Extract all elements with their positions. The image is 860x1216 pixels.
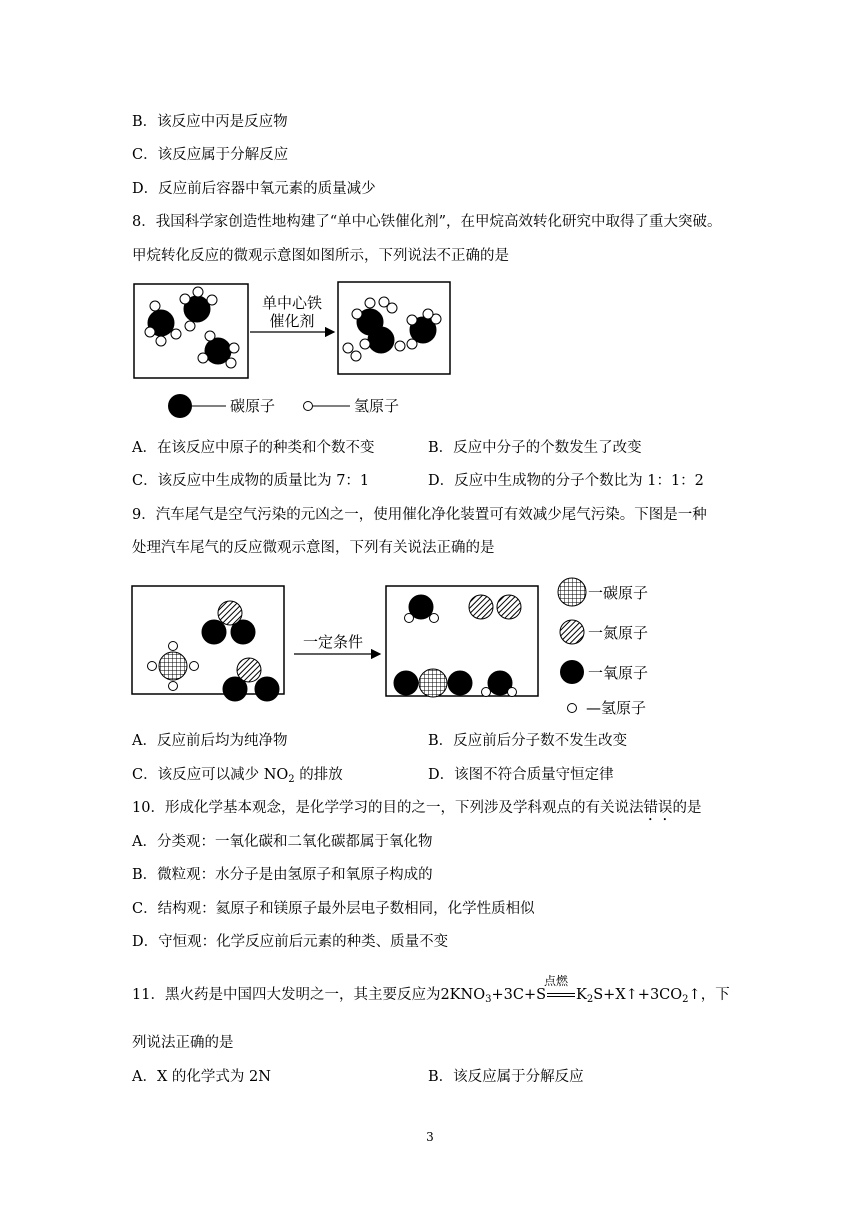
q8-stem-line1: 8．我国科学家创造性地构建了“单中心铁催化剂”，在甲烷高效转化研究中取得了重大突破。 — [132, 214, 722, 230]
q9-condition-label: 一定条件 — [302, 633, 364, 651]
page-number: 3 — [426, 1130, 434, 1144]
q9-legend-hydrogen-label: —氢原子 — [586, 699, 647, 717]
q11-equation-condition: 点燃 — [546, 985, 576, 1005]
q11-equation: $2KNO_3+3C+S$ 点燃 $K_2S+X↑+3CO_2↑$，下 — [440, 974, 730, 1005]
q9-option-c: C．该反应可以减少 $NO_2$ 的排放 — [132, 767, 343, 785]
q10-option-c: C．结构观：氦原子和镁原子最外层电子数相同，化学性质相似 — [132, 901, 535, 917]
q7-option-b: B．该反应中丙是反应物 — [132, 114, 288, 130]
q8-legend-carbon-label: 碳原子 — [230, 397, 276, 415]
q7-option-c: C．该反应属于分解反应 — [132, 147, 289, 163]
q9-option-a: A．反应前后均为纯净物 — [132, 733, 288, 749]
q10-emphasis-word: 错误 — [643, 800, 673, 816]
q9-stem-line2: 处理汽车尾气的反应微观示意图，下列有关说法正确的是 — [132, 540, 495, 556]
q9-legend-nitrogen-label: 一氮原子 — [588, 624, 649, 642]
q8-catalyst-label-1: 单中心铁 — [261, 294, 323, 312]
q9-exhaust-diagram — [128, 570, 668, 720]
q10-option-b: B．微粒观：水分子是由氢原子和氧原子构成的 — [132, 867, 433, 883]
q11-option-a: A．X 的化学式为 2N — [132, 1069, 271, 1085]
q8-option-d: D．反应中生成物的分子个数比为 1：1：2 — [428, 473, 704, 489]
q8-option-c: C．该反应中生成物的质量比为 7：1 — [132, 473, 370, 489]
q8-legend-hydrogen-label: 氢原子 — [354, 397, 400, 415]
q9-co2-molecule — [394, 669, 472, 697]
q9-option-b: B．反应前后分子数不发生改变 — [428, 733, 628, 749]
q9-stem-line1: 9．汽车尾气是空气污染的元凶之一，使用催化净化装置可有效减少尾气污染。下图是一种 — [132, 507, 707, 523]
q10-option-a: A．分类观：一氧化碳和二氧化碳都属于氧化物 — [132, 834, 433, 850]
q9-option-d: D．该图不符合质量守恒定律 — [428, 767, 614, 783]
q10-option-d: D．守恒观：化学反应前后元素的种类、质量不变 — [132, 934, 449, 950]
q8-legend-hydrogen-atom — [304, 402, 313, 411]
q9-legend-carbon-label: 一碳原子 — [588, 584, 649, 602]
q11-stem-line1: 11．黑火药是中国四大发明之一，其主要反应为$2KNO_3+3C+S$ 点燃 $K_2S+X↑+3CO_2↑$，下 — [132, 985, 730, 1010]
q9-legend-oxygen-atom — [560, 660, 584, 684]
q11-option-b: B．该反应属于分解反应 — [428, 1069, 584, 1085]
q8-catalyst-label-2: 催化剂 — [269, 312, 315, 330]
q10-stem: 10．形成化学基本观念，是化学学习的目的之一，下列涉及学科观点的有关说法错误的是 — [132, 800, 702, 816]
q9-legend-oxygen-label: 一氧原子 — [588, 664, 649, 682]
q9-legend-carbon-atom — [558, 578, 586, 606]
q11-stem-line2: 列说法正确的是 — [132, 1035, 234, 1051]
q8-legend-carbon-atom — [168, 394, 192, 418]
q8-option-a: A．在该反应中原子的种类和个数不变 — [132, 440, 375, 456]
q8-stem-line2: 甲烷转化反应的微观示意图如图所示，下列说法不正确的是 — [132, 248, 509, 264]
q9-legend-nitrogen-atom — [560, 620, 584, 644]
q7-option-d: D．反应前后容器中氧元素的质量减少 — [132, 181, 376, 197]
q8-methane-diagram — [130, 278, 460, 418]
q9-legend-hydrogen-atom — [568, 704, 577, 713]
q8-option-b: B．反应中分子的个数发生了改变 — [428, 440, 642, 456]
